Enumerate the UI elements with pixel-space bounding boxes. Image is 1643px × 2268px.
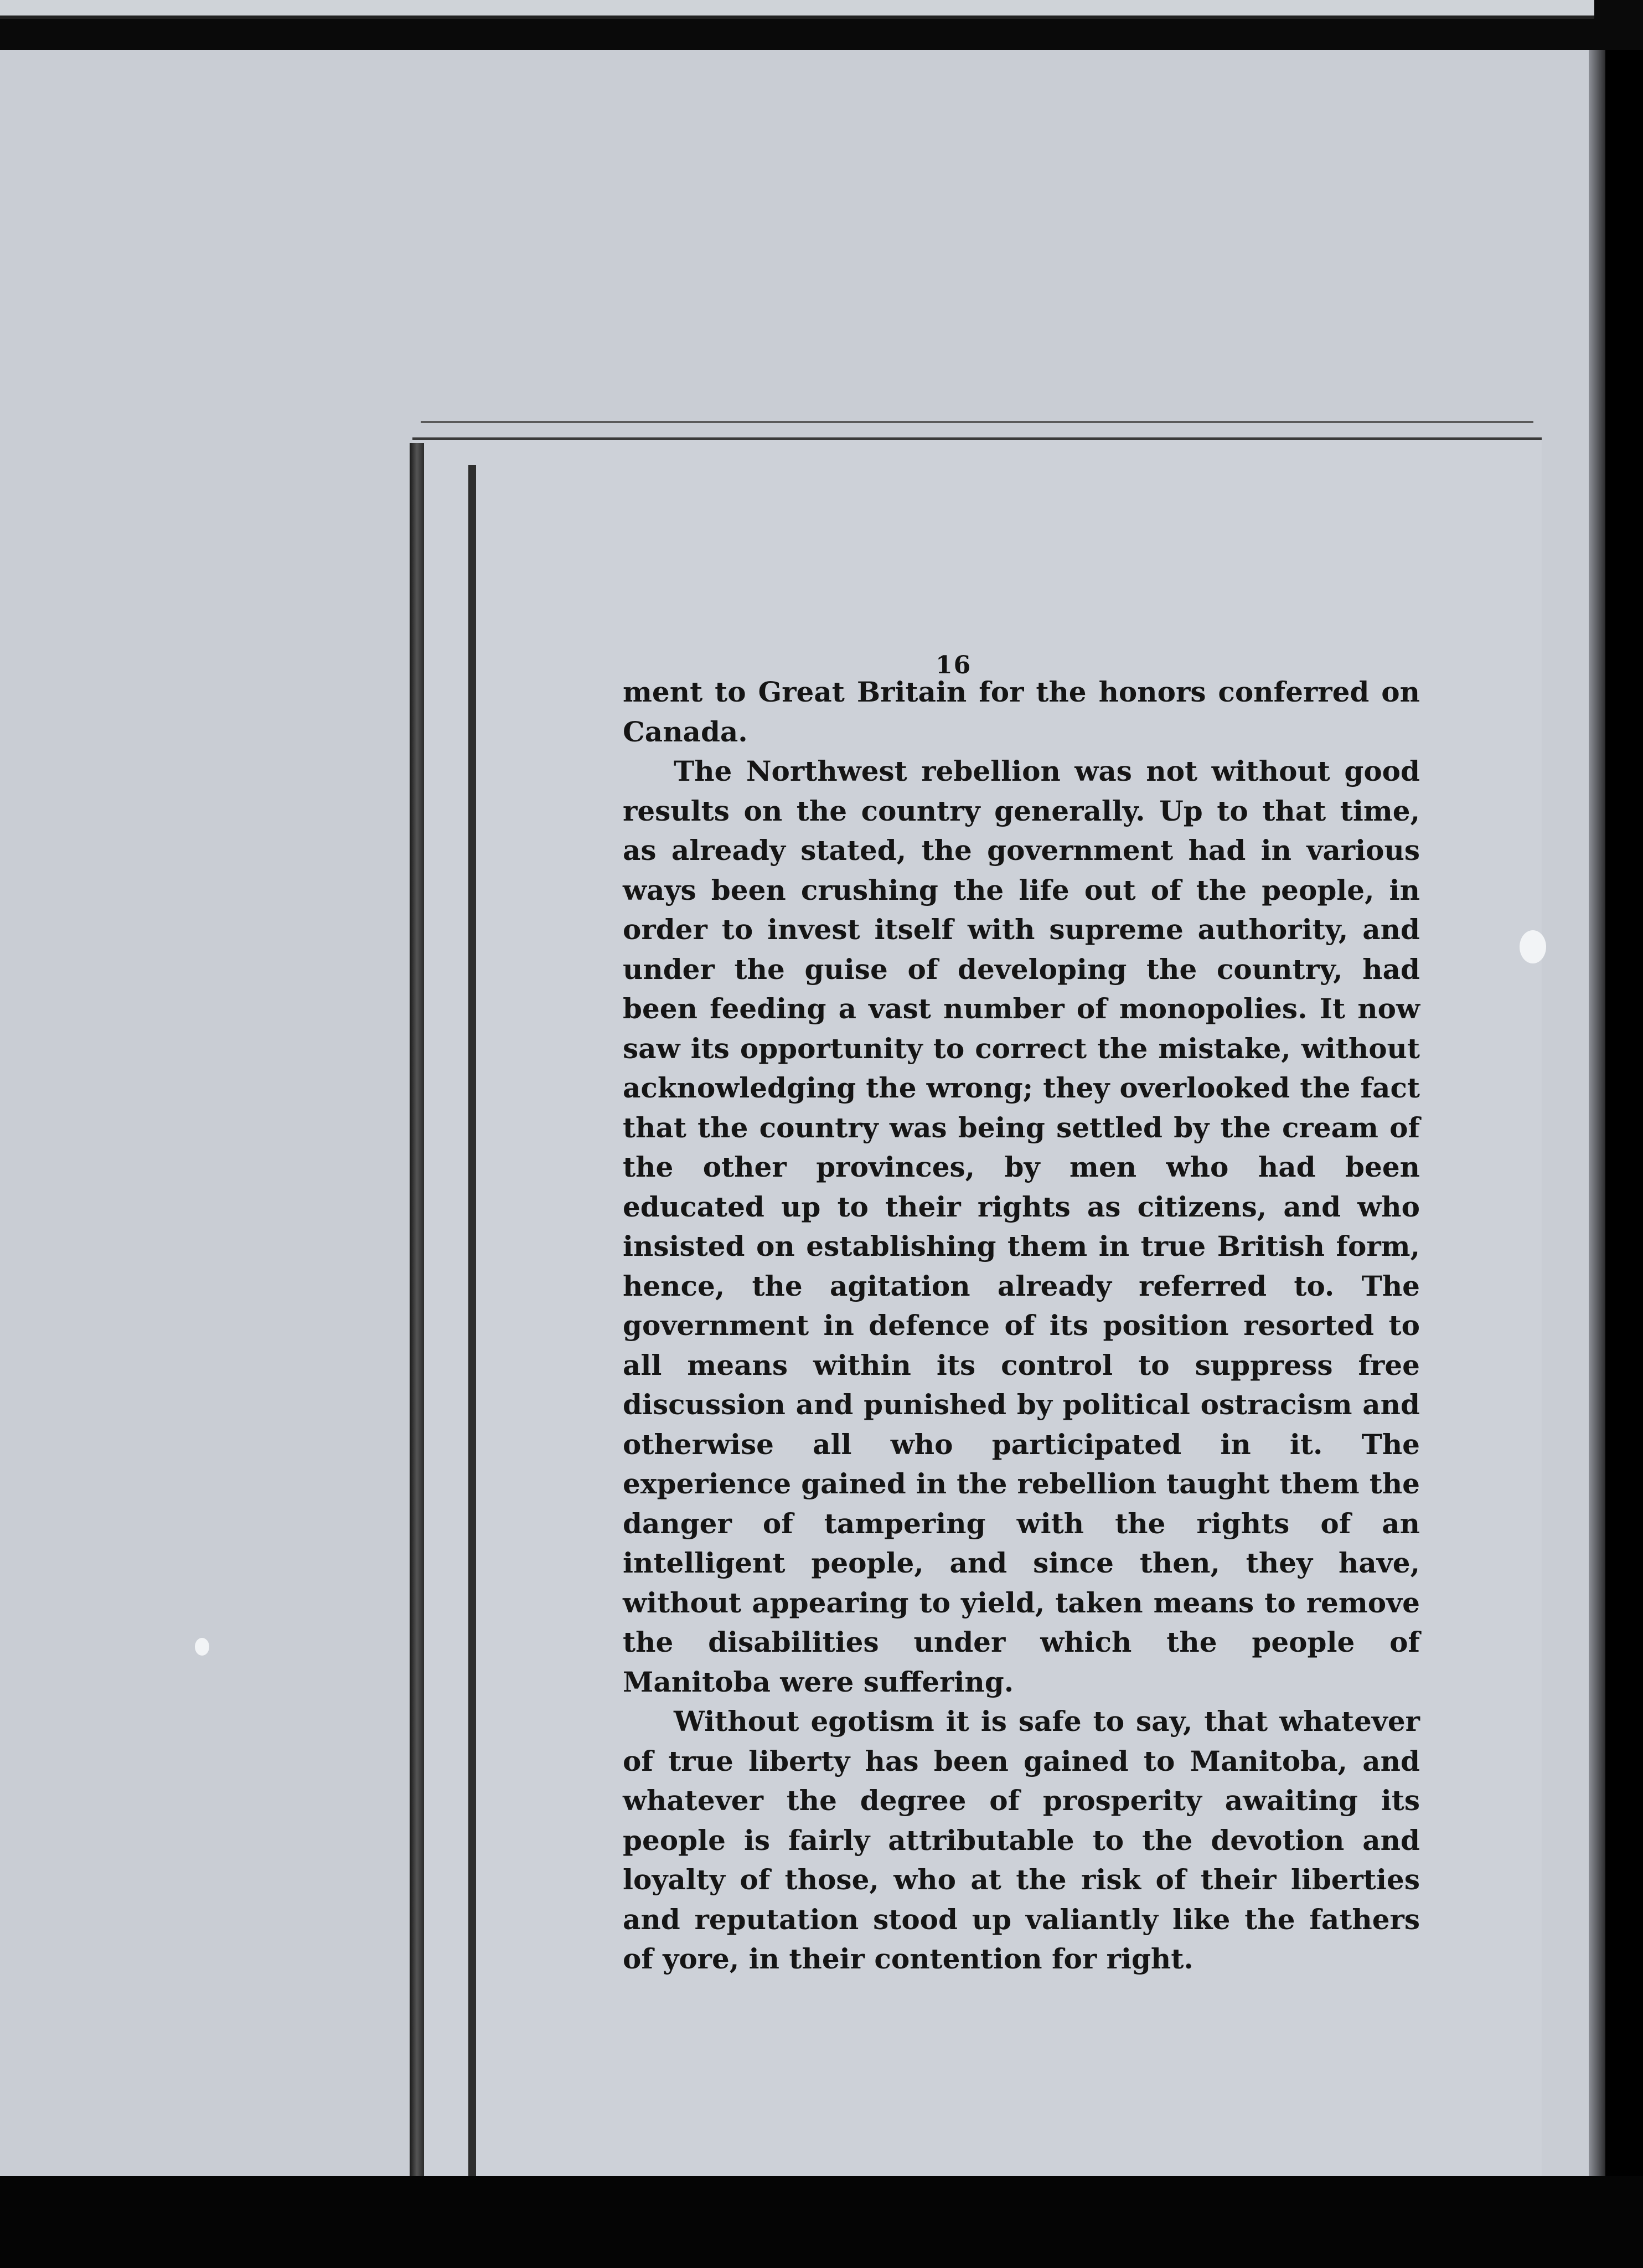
film-speck <box>195 1638 209 1656</box>
paragraph-without-egotism: Without egotism it is safe to say, that whatever of true liberty has been gained to Manitoba, and whatever the degree of prosperity awaiting its people is fairly attributable to the devotion and loyalty of those, who at the risk of their liberties and reputation stood up valiantly like the fathers of yore, in their contention for right. <box>623 1705 1420 1975</box>
body-text <box>623 672 1420 1979</box>
paragraph-northwest-rebellion: The Northwest rebellion was not without good results on the country generally. Up to that time, as already stated, the government had in various ways been crushing the life out of the people, in order to invest itself with supreme authority, and under the guise of developing the country, had been feeding a vast number of monopolies. It now saw its opportunity to correct the mistake, without acknowledging the wrong; they overlooked the fact that the country was being settled by the cream of the other provinces, by men who had been educated up to their rights as citizens, and who insisted on establishing them in true British form, hence, the agitation already referred to. The government in defence of its position resorted to all means within its control to suppress free discussion and punished by political ostracism and otherwise all who participated in it. The experience gained in the rebellion taught them the danger of tampering with the rights of an intelligent people, and since then, they have, without appearing to yield, taken means to remove the disabilities under which the people of Manitoba were suffering. <box>623 755 1420 1698</box>
page-spine-shadow <box>468 465 476 2182</box>
page-top-edge <box>421 421 1533 423</box>
paragraph-continued: ment to Great Britain for the honors conferred on Canada. <box>623 676 1420 748</box>
page-spine <box>410 443 424 2182</box>
page-number: 16 <box>936 651 972 679</box>
film-right-edge <box>1589 50 1605 2176</box>
film-top-edge <box>0 0 1643 50</box>
film-bottom-edge <box>0 2176 1643 2268</box>
film-speck <box>1520 930 1546 963</box>
